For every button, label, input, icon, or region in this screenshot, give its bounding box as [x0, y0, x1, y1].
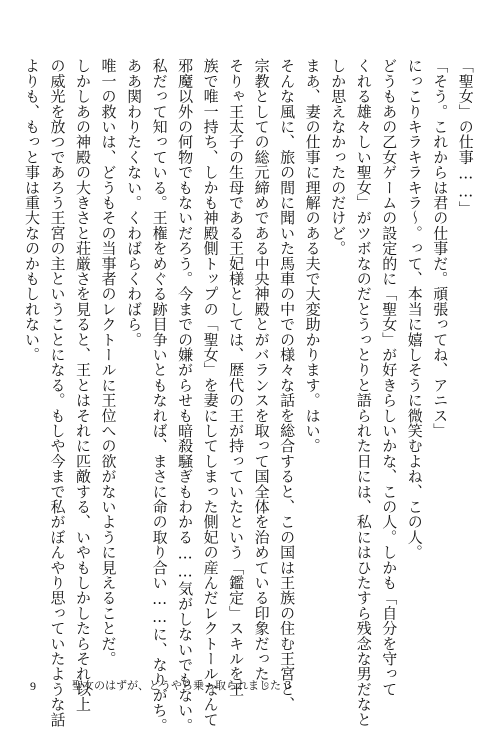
text-line: よりも、もっと事は重大なのかもしれない。: [23, 58, 41, 362]
text-line: しかしあの神殿の大きさと荘厳さを見ると、王とはそれに匹敵する、いやもしかしたらそれ以上: [74, 58, 93, 712]
text-line: そんな風に、旅の間に聞いた馬車の中での様々な話を総合すると、この国は王族の住む王宮と、: [278, 58, 297, 712]
text-line: まあ、妻の仕事に理解のある夫で大変助かります。はい。: [303, 58, 322, 454]
text-line: しか思えなかったのだけど。: [329, 58, 348, 256]
text-line: 私だって知っている。王権をめぐる跡目争いともなれば、まさに命の取り合い……に、なりがち。: [150, 58, 169, 733]
text-line: 邪魔以外の何物でもないだろう。今までの嫌がらせも暗殺騒ぎもわかる……気がしないでもない。: [176, 58, 195, 733]
text-line: 族で唯一持ち、しかも神殿側トップの「聖女」を妻にしてしまった側妃の産んだレクトールなんて: [201, 58, 220, 727]
text-line: にっこりキラキラキラ〜。って、本当に嬉しそうに微笑むよね、この人。: [405, 58, 424, 560]
text-line: どうもあの乙女ゲームの設定的に「聖女」が好きらしいかな、この人。しかも「自分を守って: [380, 58, 399, 697]
text-line: 唯一の救いは、どうもその当事者のレクトールに王位への欲がないように見えることだ。: [99, 58, 118, 666]
book-title: 聖女のはずが、どうやら乗っ取られました 3: [72, 679, 292, 692]
text-line: 「聖女」の仕事……」: [456, 58, 475, 216]
text-line: 「そう。これからは君の仕事だ。頑張ってね、アニス」: [431, 58, 450, 438]
page-footer: [20, 678, 480, 694]
text-line: ああ関わりたくない。くわばらくわばら。: [125, 58, 144, 347]
page-number: 9: [30, 679, 36, 693]
text-line: くれる雄々しい聖女」がツボなのだとうっとりと語られた日には、私にはひたすら残念な男だなと: [354, 58, 373, 727]
text-line: そりゃ王太子の生母である王妃様としては、歴代の王が持っていたという「鑑定」スキルを王: [227, 58, 246, 697]
text-line: 宗教としての総元締めである中央神殿とがバランスを取って国全体を治めている印象だった。: [252, 58, 271, 697]
text-line: の威光を放つであろう王宮の主ということになる。もしや今まで私がぼんやり思っていたような話: [48, 58, 67, 727]
